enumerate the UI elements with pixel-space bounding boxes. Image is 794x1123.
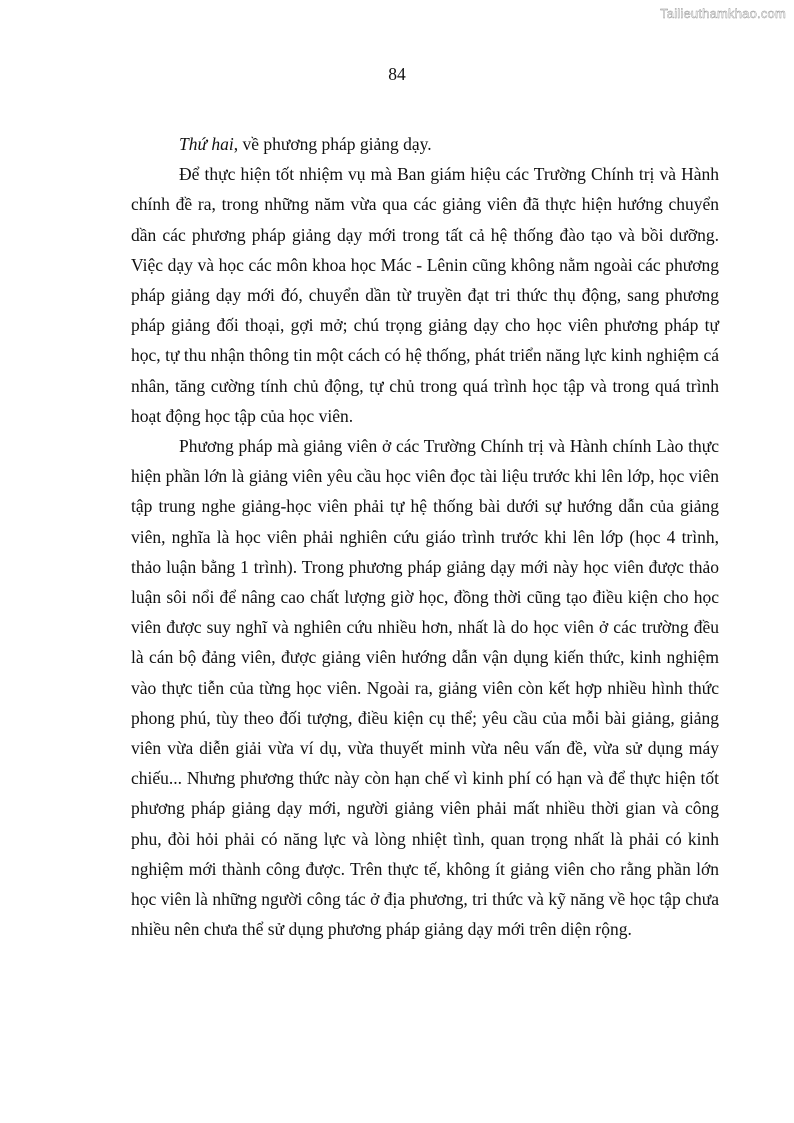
page-number: 84 <box>388 64 406 84</box>
section-heading <box>131 129 719 159</box>
heading-rest: , về phương pháp giảng dạy. <box>233 134 432 154</box>
paragraph-2: Phương pháp mà giảng viên ở các Trường Chính trị và Hành chính Lào thực hiện phần lớn là giảng viên yêu cầu học viên đọc tài liệu trước khi lên lớp, học viên tập trung nghe giảng-học viên phải tự hệ thống bài dưới sự hướng dẫn của giảng viên, nghĩa là học viên phải nghiên cứu giáo trình trước khi lên lớp (học 4 trình, thảo luận bằng 1 trình). Trong phương pháp giảng dạy mới này học viên được thảo luận sôi nổi để nâng cao chất lượng giờ học, đồng thời cũng tạo điều kiện cho học viên được suy nghĩ và nghiên cứu nhiều hơn, nhất là do học viên ở các trường đều là cán bộ đảng viên, được giảng viên hướng dẫn vận dụng kiến thức, kinh nghiệm vào thực tiễn của từng học viên. Ngoài ra, giảng viên còn kết hợp nhiều hình thức phong phú, tùy theo đối tượng, điều kiện cụ thể; yêu cầu của mỗi bài giảng, giảng viên vừa diễn giải vừa ví dụ, vừa thuyết minh vừa nêu vấn đề, vừa sử dụng máy chiếu... Nhưng phương thức này còn hạn chế vì kinh phí có hạn và để thực hiện tốt phương pháp giảng dạy mới, người giảng viên phải mất nhiều thời gian và công phu, đòi hỏi phải có năng lực và lòng nhiệt tình, quan trọng nhất là phải có kinh nghiệm mới thành công được. Trên thực tế, không ít giảng viên cho rằng phần lớn học viên là những người công tác ở địa phương, tri thức và kỹ năng về học tập chưa nhiều nên chưa thể sử dụng phương pháp giảng dạy mới trên diện rộng. <box>131 436 719 940</box>
document-body <box>131 129 719 944</box>
heading-italic-lead: Thứ hai <box>179 134 234 154</box>
paragraph-1: Để thực hiện tốt nhiệm vụ mà Ban giám hiệu các Trường Chính trị và Hành chính đề ra, trong những năm vừa qua các giảng viên đã thực hiện hướng chuyển dần các phương pháp giảng dạy mới trong tất cả hệ thống đào tạo và bồi dưỡng. Việc dạy và học các môn khoa học Mác - Lênin cũng không nằm ngoài các phương pháp giảng dạy mới đó, chuyển dần từ truyền đạt tri thức thụ động, sang phương pháp giảng đối thoại, gợi mở; chú trọng giảng dạy cho học viên phương pháp tự học, tự thu nhận thông tin một cách có hệ thống, phát triển năng lực kinh nghiệm cá nhân, tăng cường tính chủ động, tự chủ trong quá trình học tập và trong quá trình hoạt động học tập của học viên. <box>131 164 719 426</box>
watermark-text: Tailieuthamkhao.com <box>660 6 786 21</box>
